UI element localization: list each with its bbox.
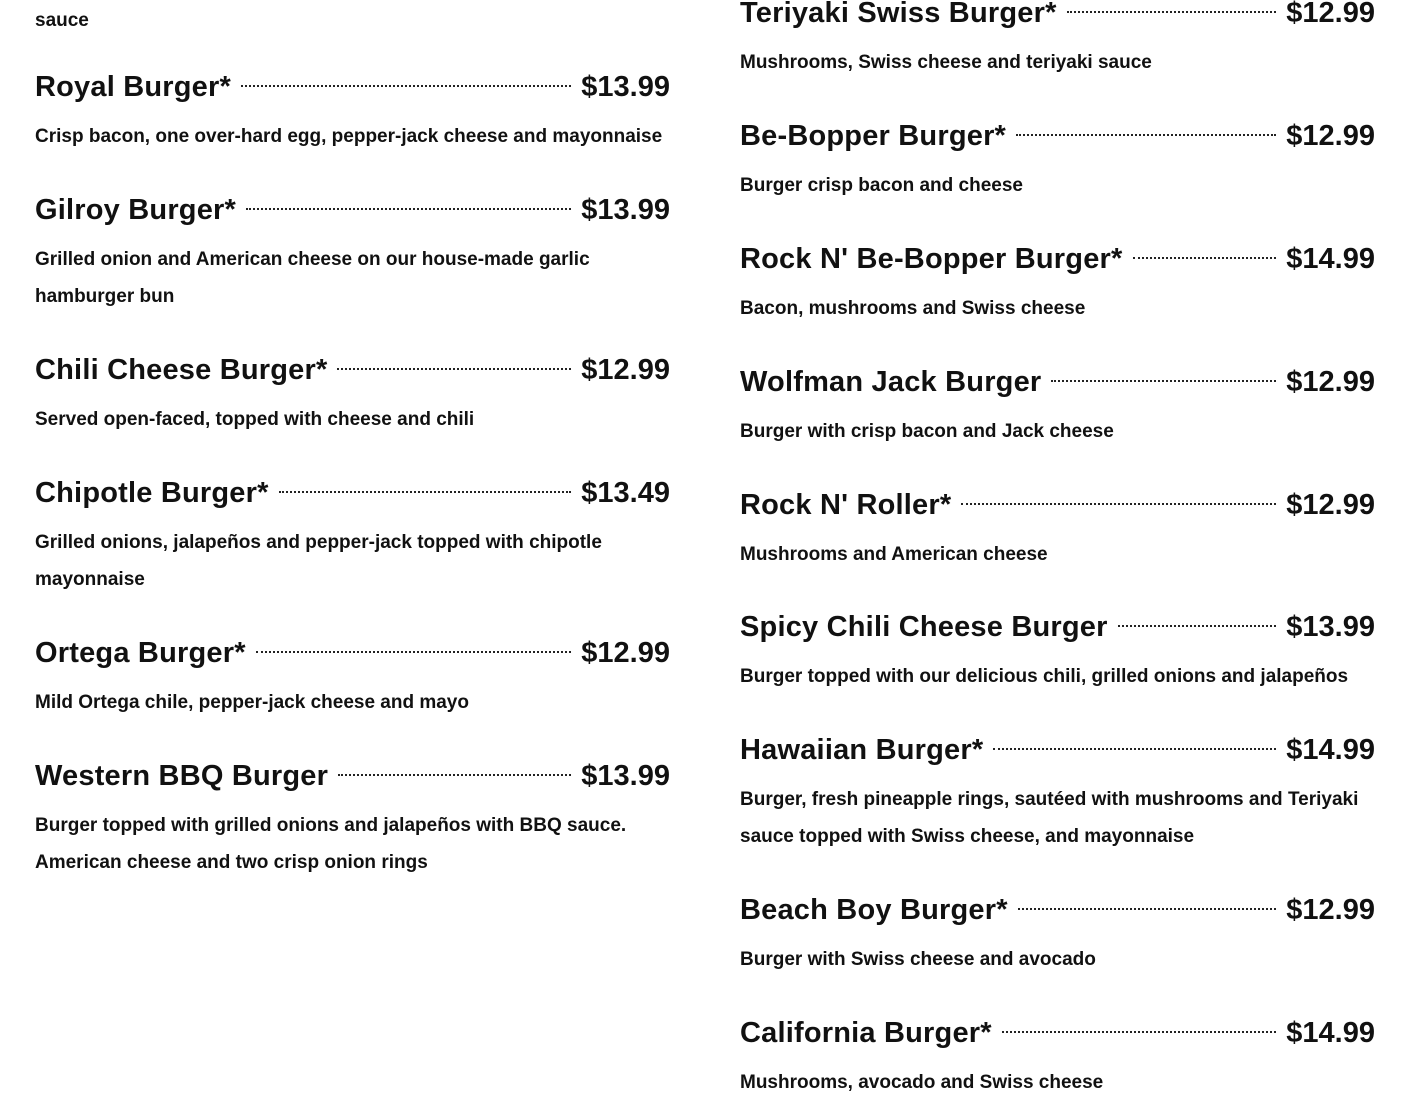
menu-item-description: Burger with Swiss cheese and avocado [740,949,1096,970]
menu-item-name: Rock N' Be-Bopper Burger* [740,242,1123,275]
menu-item [740,360,1375,450]
menu-item-description: Burger topped with our delicious chili, grilled onions and jalapeños [740,666,1349,687]
menu-item-description: Burger topped with grilled onions and jalapeños with BBQ sauce. American cheese and two crisp onion rings [35,815,627,873]
menu-item [35,65,670,155]
menu-item-price: $14.99 [1286,1016,1375,1049]
dotted-leader [279,491,572,493]
menu-item-price: $13.99 [1286,610,1375,643]
menu-item-name: Hawaiian Burger* [740,733,984,766]
menu-item-name: California Burger* [740,1016,992,1049]
menu-item [35,631,670,721]
menu-item-name: Rock N' Roller* [740,488,952,521]
dotted-leader [1018,908,1277,910]
menu-item-price: $12.99 [1286,0,1375,29]
dotted-leader [246,208,571,210]
menu-item-header [35,754,670,798]
dotted-leader [337,368,571,370]
menu-item-description: Mushrooms, avocado and Swiss cheese [740,1072,1104,1093]
dotted-leader [1051,380,1276,382]
menu-item [35,754,670,881]
menu-item-description: Grilled onion and American cheese on our house-made garlic hamburger bun [35,249,590,307]
menu-item-price: $13.99 [581,759,670,792]
menu-item-header [740,728,1375,772]
menu-item [740,114,1375,204]
menu-item-header [35,631,670,675]
menu-item-header [740,360,1375,404]
menu-item-price: $12.99 [1286,119,1375,152]
dotted-leader [338,774,571,776]
menu-item-price: $13.99 [581,70,670,103]
menu-item-name: Ortega Burger* [35,636,246,669]
menu-item [740,0,1375,81]
menu-item-description: Burger crisp bacon and cheese [740,175,1023,196]
menu-item-description: Burger, fresh pineapple rings, sautéed with mushrooms and Teriyaki sauce topped with Swiss cheese, and mayonnaise [740,789,1359,847]
menu-item-price: $12.99 [1286,365,1375,398]
menu-item-name: Beach Boy Burger* [740,893,1008,926]
menu-item-description: Bacon, mushrooms and Swiss cheese [740,298,1086,319]
menu-item-description: Burger with crisp bacon and Jack cheese [740,421,1114,442]
menu-item-name: Be-Bopper Burger* [740,119,1007,152]
menu-item-header [35,471,670,515]
menu-item-header [35,348,670,392]
menu-item-name: Chili Cheese Burger* [35,353,328,386]
menu-item [740,1011,1375,1101]
menu-item-description: Crisp bacon, one over-hard egg, pepper-jack cheese and mayonnaise [35,126,663,147]
item-description-fragment: sauce [35,10,89,31]
menu-item [740,728,1375,855]
menu-item [740,605,1375,695]
menu-item-description: Mild Ortega chile, pepper-jack cheese and mayo [35,692,469,713]
menu-item-price: $12.99 [581,636,670,669]
menu-item-name: Wolfman Jack Burger [740,365,1042,398]
dotted-leader [1067,11,1277,13]
menu-item-price: $13.99 [581,193,670,226]
menu-item-name: Chipotle Burger* [35,476,269,509]
dotted-leader [961,503,1276,505]
menu-item-header [35,65,670,109]
menu-item-price: $14.99 [1286,733,1375,766]
menu-item-header [740,114,1375,158]
menu-item-price: $14.99 [1286,242,1375,275]
menu-item-price: $12.99 [581,353,670,386]
dotted-leader [993,748,1276,750]
menu-item [740,483,1375,573]
menu-item-price: $13.49 [581,476,670,509]
menu-item-description: Mushrooms, Swiss cheese and teriyaki sauce [740,52,1152,73]
dotted-leader [1133,257,1277,259]
menu-item-description: Mushrooms and American cheese [740,544,1048,565]
menu-item-header [740,483,1375,527]
menu-item-description: Served open-faced, topped with cheese and chili [35,409,475,430]
menu-item [740,888,1375,978]
menu-item [740,237,1375,327]
dotted-leader [256,651,572,653]
menu-item-name: Spicy Chili Cheese Burger [740,610,1108,643]
menu-item-name: Western BBQ Burger [35,759,329,792]
menu-item-name: Gilroy Burger* [35,193,237,226]
dotted-leader [1016,134,1276,136]
dotted-leader [241,85,571,87]
menu-item [35,348,670,438]
menu-item-price: $12.99 [1286,488,1375,521]
dotted-leader [1002,1031,1277,1033]
menu-item [35,471,670,598]
menu-item-name: Teriyaki Swiss Burger* [740,0,1057,29]
menu-item-description: Grilled onions, jalapeños and pepper-jack topped with chipotle mayonnaise [35,532,602,590]
menu-item-header [35,188,670,232]
menu-item-header [740,0,1375,35]
menu-item-header [740,888,1375,932]
dotted-leader [1118,625,1277,627]
menu-item-header [740,605,1375,649]
menu-item-name: Royal Burger* [35,70,231,103]
menu-item-header [740,237,1375,281]
menu-item [35,188,670,315]
menu-item-header [740,1011,1375,1055]
menu-item-price: $12.99 [1286,893,1375,926]
